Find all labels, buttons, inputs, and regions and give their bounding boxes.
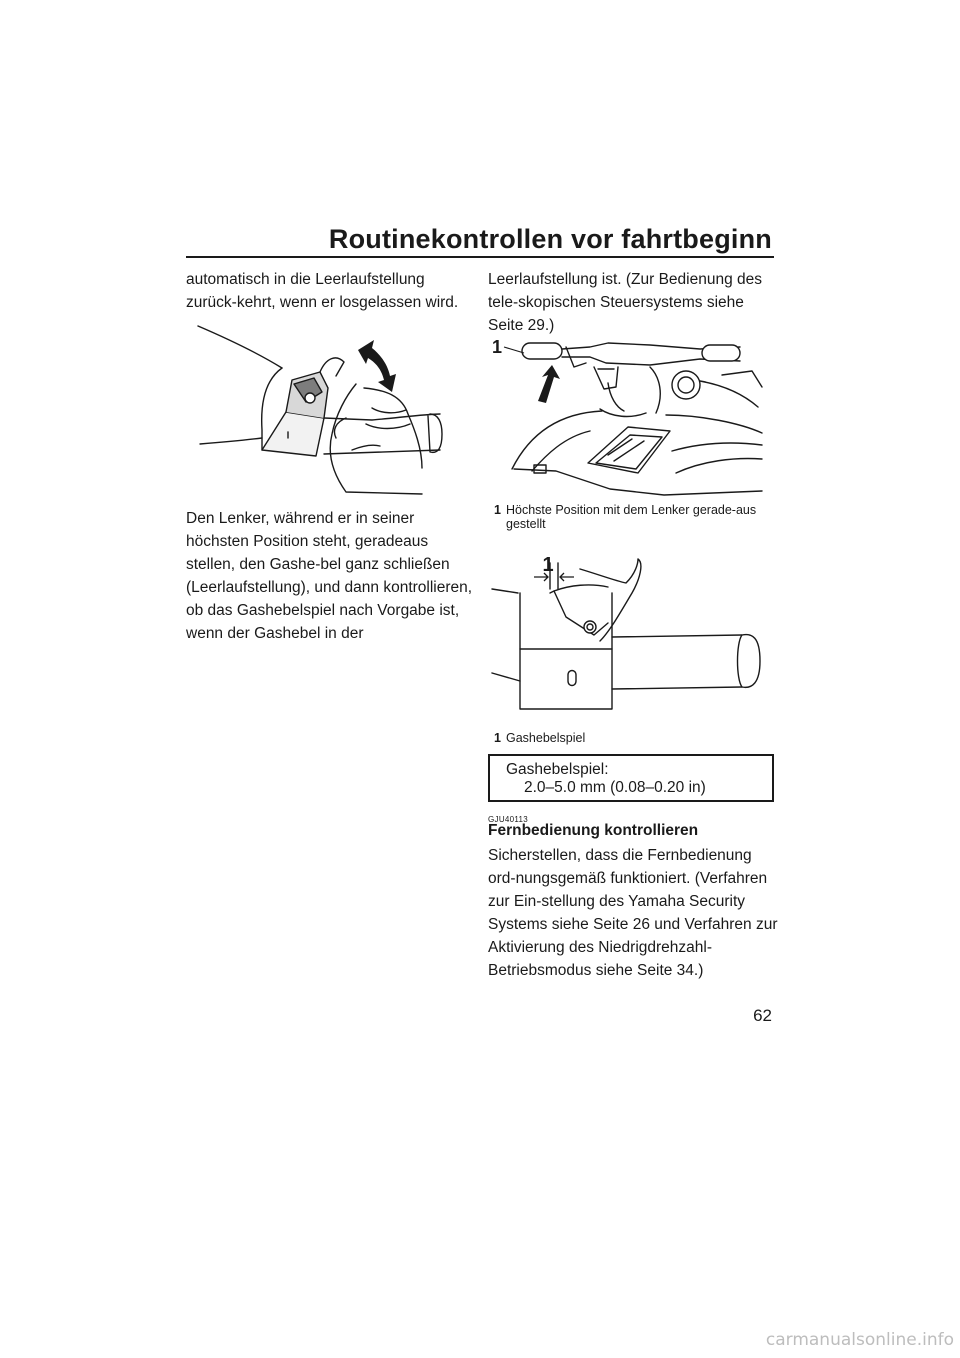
- spec-label: Gashebelspiel:: [506, 761, 609, 778]
- section-paragraph: Sicherstellen, dass die Fernbedienung ord-nungsgemäß funktioniert. (Verfahren zur Ein-stellung des Yamaha Security Systems siehe Seite 26 und Verfahren zur Aktivierung des Niedrigdrehzahl-Betriebsmodus siehe Seite 34.): [488, 847, 778, 979]
- left-paragraph-1: automatisch in die Leerlaufstellung zurück-kehrt, wenn er losgelassen wird.: [186, 271, 459, 311]
- handlebar-callout-number: 1: [491, 337, 502, 357]
- free-play-caption-text: Gashebelspiel: [506, 731, 586, 745]
- spec-value: 2.0–5.0 mm (0.08–0.20 in): [524, 779, 706, 796]
- handlebar-caption-number: 1: [494, 503, 501, 517]
- header-rule: [186, 256, 774, 258]
- throttle-lever-illustration: [196, 318, 458, 504]
- watermark: carmanualsonline.info: [765, 1330, 954, 1350]
- free-play-caption: [494, 731, 764, 745]
- free-play-caption-number: 1: [494, 731, 501, 745]
- section-heading: Fernbedienung kontrollieren: [488, 822, 699, 839]
- section-code: GJU40113: [488, 815, 529, 824]
- spec-box: [488, 754, 774, 802]
- left-paragraph-2: Den Lenker, während er in seiner höchsten Position steht, geradeaus stellen, den Gashe-bel ganz schließen (Leerlaufstellung), und dann kontrollieren, ob das Gashebelspiel nach Vorgabe ist, wenn der Gashebel in der: [186, 510, 473, 642]
- throttle-free-play-illustration: [490, 553, 772, 723]
- page-number: 62: [753, 1006, 772, 1025]
- handlebar-caption: [494, 503, 764, 531]
- right-paragraph-1: Leerlaufstellung ist. (Zur Bedienung des tele-skopischen Steuersystems siehe Seite 29.): [488, 271, 762, 334]
- handlebar-caption-text: Höchste Position mit dem Lenker gerade-aus gestellt: [506, 503, 757, 531]
- free-play-callout-number: 1: [542, 554, 554, 576]
- page-title: Routinekontrollen vor fahrtbeginn: [328, 224, 772, 254]
- handlebar-illustration: [490, 323, 770, 499]
